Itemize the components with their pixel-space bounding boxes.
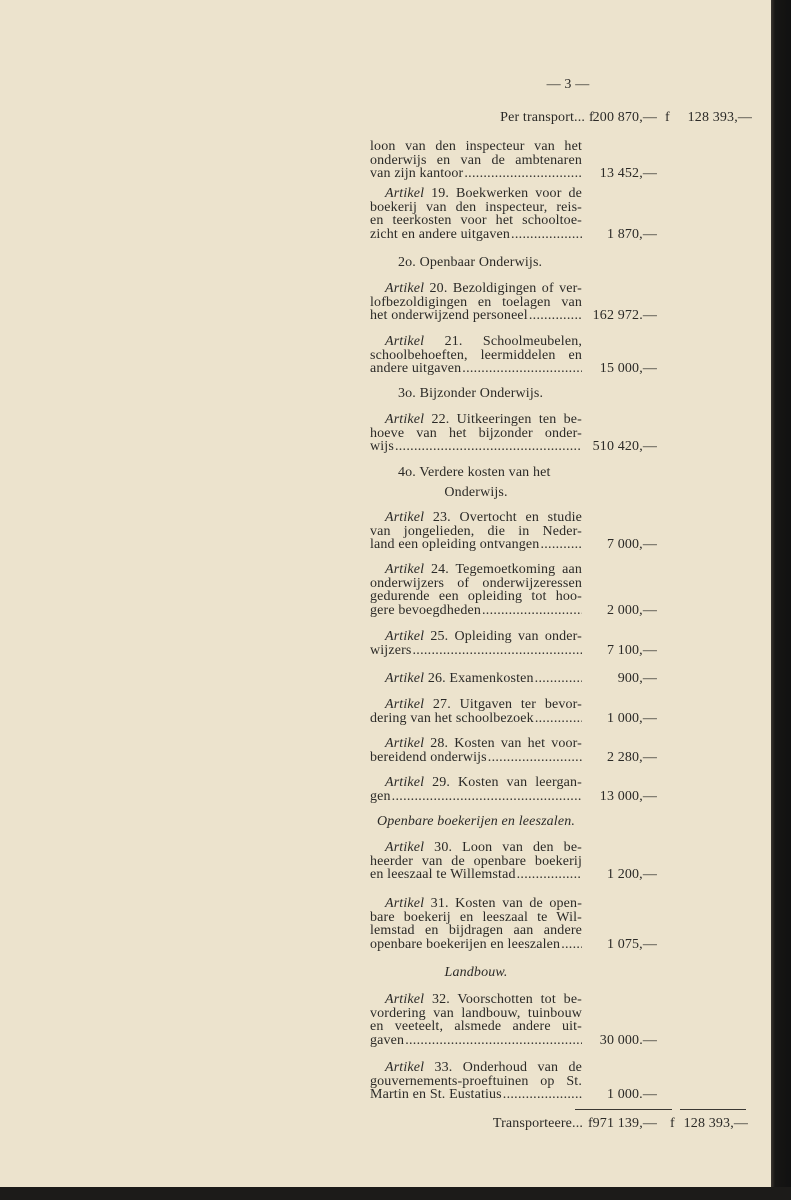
entry-line bbox=[370, 897, 582, 911]
entry-line-text bbox=[385, 775, 582, 790]
dot-leader bbox=[412, 644, 582, 658]
line-text: 27. Uitgaven ter bevor- bbox=[432, 697, 582, 712]
entry-line-text bbox=[370, 751, 487, 765]
entry-line bbox=[370, 737, 582, 751]
currency-symbol: f bbox=[588, 1116, 593, 1131]
entry-line-text bbox=[370, 167, 463, 181]
line-text: 23. Overtocht en studie bbox=[432, 510, 582, 525]
entry-line bbox=[370, 603, 657, 619]
line-text: 19. Boekwerken voor de bbox=[431, 186, 582, 201]
line-text: wijs bbox=[370, 439, 394, 455]
line-text: gaven bbox=[370, 1033, 405, 1049]
line-text: 28. Kosten van het voor- bbox=[430, 736, 582, 751]
article-label: Artikel bbox=[385, 697, 425, 712]
entry-line-text bbox=[370, 790, 391, 804]
dot-leader bbox=[462, 362, 582, 376]
entry-line bbox=[370, 590, 582, 604]
amount: 1 870,— bbox=[606, 227, 657, 243]
entry-line-text bbox=[370, 426, 582, 441]
entry-line bbox=[370, 201, 582, 215]
amount: 13 000,— bbox=[599, 788, 657, 804]
article-label: Artikel bbox=[385, 992, 425, 1007]
line-text: zicht en andere uitgaven bbox=[370, 227, 511, 243]
entry-line bbox=[370, 776, 582, 790]
entry-line bbox=[370, 841, 582, 855]
article-label: Artikel bbox=[385, 1060, 425, 1075]
line-text: vordering van landbouw, tuinbouw bbox=[370, 1005, 582, 1021]
entry-line bbox=[370, 937, 657, 953]
entry-line-text bbox=[385, 672, 534, 686]
carry-over-row bbox=[0, 1117, 791, 1131]
entry-line-text bbox=[370, 440, 394, 454]
line-text: hoeve van het bijzonder onder- bbox=[370, 425, 582, 441]
entry-line bbox=[370, 427, 582, 441]
entry-line bbox=[370, 140, 582, 154]
entry-line bbox=[370, 642, 657, 658]
currency-symbol: f bbox=[589, 110, 594, 125]
budget-article bbox=[370, 775, 657, 804]
line-text: Martin en St. Eustatius bbox=[370, 1087, 502, 1103]
entry-line-text bbox=[370, 538, 539, 552]
entry-line bbox=[370, 1075, 582, 1089]
article-label: Artikel bbox=[385, 629, 425, 644]
line-text: van zijn kantoor bbox=[370, 166, 464, 182]
dot-leader bbox=[395, 440, 582, 454]
entry-line bbox=[370, 154, 582, 168]
carried-forward-amount-1: 200 870,— bbox=[592, 110, 657, 125]
line-text: gen bbox=[370, 788, 391, 804]
entry-line bbox=[370, 537, 657, 553]
amount: 15 000,— bbox=[599, 361, 657, 377]
total-rule-1 bbox=[575, 1109, 672, 1110]
entry-line bbox=[370, 630, 582, 644]
article-label: Artikel bbox=[385, 671, 425, 686]
amount: 1 000,— bbox=[606, 710, 657, 726]
line-text: en leeszaal te Willemstad bbox=[370, 867, 516, 883]
budget-article bbox=[370, 736, 657, 765]
amount: 7 000,— bbox=[606, 537, 657, 553]
budget-article bbox=[370, 562, 657, 619]
line-text: 25. Opleiding van onder- bbox=[430, 629, 582, 644]
subsection-heading: Landbouw. bbox=[444, 965, 508, 980]
entry-line-text bbox=[370, 362, 461, 376]
entry-line bbox=[370, 282, 582, 296]
line-text: 22. Uitkeeringen ten be- bbox=[431, 412, 582, 427]
entry-line bbox=[370, 335, 582, 349]
budget-article bbox=[370, 840, 657, 883]
budget-article bbox=[370, 281, 657, 324]
line-text: 33. Onderhoud van de bbox=[434, 1060, 582, 1075]
entry-line bbox=[370, 227, 657, 243]
entry-line-text bbox=[385, 629, 582, 644]
line-text: land een opleiding ontvangen bbox=[370, 537, 540, 553]
section-heading: 3o. Bijzonder Onderwijs. bbox=[398, 386, 544, 401]
line-text: 32. Voorschotten tot be- bbox=[431, 992, 582, 1007]
section-heading: 2o. Openbaar Onderwijs. bbox=[398, 255, 543, 270]
amount: 900,— bbox=[617, 671, 657, 686]
entry-line bbox=[370, 867, 657, 883]
dot-leader bbox=[561, 938, 582, 952]
entry-line-text bbox=[370, 1034, 404, 1048]
entry-line bbox=[370, 749, 657, 765]
line-text: heerder van de openbare boekerij bbox=[370, 853, 582, 869]
dot-leader bbox=[535, 672, 582, 686]
entry-line-text bbox=[370, 1088, 502, 1102]
article-label: Artikel bbox=[385, 775, 425, 790]
line-text: schoolbehoeften, leermiddelen en bbox=[370, 347, 582, 363]
carry-over-amount-1: 971 139,— bbox=[592, 1116, 657, 1131]
amount: 1 200,— bbox=[606, 867, 657, 883]
line-text: 29. Kosten van leergan- bbox=[432, 775, 582, 790]
subsection-heading: Openbare boekerijen en leeszalen. bbox=[376, 814, 576, 829]
line-text: loon van den inspecteur van het bbox=[370, 139, 582, 154]
line-text: openbare boekerijen en leeszalen bbox=[370, 937, 561, 953]
amount: 13 452,— bbox=[599, 166, 657, 182]
budget-article bbox=[370, 992, 657, 1049]
entry-line bbox=[370, 1020, 582, 1034]
article-label: Artikel bbox=[385, 562, 425, 577]
entry-line-text bbox=[370, 712, 534, 726]
entry-line bbox=[370, 296, 582, 310]
entry-line-text bbox=[370, 228, 510, 242]
entry-line bbox=[370, 577, 582, 591]
line-text: 24. Tegemoetkoming aan bbox=[430, 562, 582, 577]
amount: 2 000,— bbox=[606, 603, 657, 619]
scan-edge-right bbox=[771, 0, 791, 1200]
entry-line bbox=[370, 671, 657, 686]
dot-leader bbox=[511, 228, 582, 242]
budget-article bbox=[370, 1060, 657, 1103]
line-text: bereidend onderwijs bbox=[370, 749, 487, 765]
entry-line bbox=[370, 1007, 582, 1021]
budget-article bbox=[370, 896, 657, 953]
entry-line bbox=[370, 855, 582, 869]
currency-symbol: f bbox=[665, 110, 670, 125]
carried-forward-label: Per transport... bbox=[500, 110, 585, 125]
budget-article bbox=[370, 334, 657, 377]
line-text: wijzers bbox=[370, 642, 412, 658]
entry-line bbox=[370, 361, 657, 377]
line-text: 21. Schoolmeubelen, bbox=[444, 334, 582, 349]
amount: 1 000.— bbox=[606, 1087, 657, 1103]
section-heading-continued: Onderwijs. bbox=[444, 485, 508, 500]
amount: 7 100,— bbox=[606, 642, 657, 658]
amount: 162 972.— bbox=[592, 308, 657, 324]
budget-article bbox=[370, 510, 657, 553]
entry-line bbox=[370, 1061, 582, 1075]
dot-leader bbox=[503, 1088, 582, 1102]
line-text: gouvernements-proeftuinen op St. bbox=[370, 1073, 582, 1089]
carried-forward-amount-2: 128 393,— bbox=[687, 110, 752, 125]
line-text: 26. Examenkosten bbox=[427, 671, 534, 686]
carry-over-amount-2: 128 393,— bbox=[683, 1116, 748, 1131]
line-text: dering van het schoolbezoek bbox=[370, 710, 534, 726]
line-text: 30. Loon van den be- bbox=[434, 840, 582, 855]
article-label: Artikel bbox=[385, 736, 425, 751]
entry-line bbox=[370, 511, 582, 525]
line-text: onderwijs en van de ambtenaren bbox=[370, 152, 582, 168]
line-text: boekerij van den inspecteur, reis- bbox=[370, 199, 582, 215]
line-text: lemstad en bijdragen aan andere bbox=[370, 923, 582, 939]
line-text: gere bevoegdheden bbox=[370, 603, 481, 619]
line-text: 31. Kosten van de open- bbox=[430, 896, 583, 911]
section-heading: 4o. Verdere kosten van het bbox=[398, 465, 551, 480]
line-text: van jongelieden, die in Neder- bbox=[370, 523, 582, 539]
article-label: Artikel bbox=[385, 840, 425, 855]
entry-line bbox=[370, 349, 582, 363]
entry-line bbox=[370, 698, 582, 712]
entry-line-text bbox=[370, 604, 481, 618]
entry-line bbox=[370, 924, 582, 938]
entry-line bbox=[370, 563, 582, 577]
entry-line bbox=[370, 187, 582, 201]
entry-line-text bbox=[370, 938, 560, 952]
dot-leader bbox=[392, 790, 582, 804]
line-text: andere uitgaven bbox=[370, 361, 462, 377]
budget-article bbox=[370, 186, 657, 243]
article-label: Artikel bbox=[385, 281, 425, 296]
dot-leader bbox=[488, 751, 582, 765]
dot-leader bbox=[405, 1034, 582, 1048]
budget-article bbox=[370, 629, 657, 658]
amount: 510 420,— bbox=[592, 439, 657, 455]
entry-line bbox=[370, 439, 657, 455]
line-text: 20. Bezoldigingen of ver- bbox=[429, 281, 582, 296]
entry-line-text bbox=[370, 868, 516, 882]
article-label: Artikel bbox=[385, 186, 425, 201]
entry-line bbox=[370, 1033, 657, 1049]
budget-entry-continued bbox=[370, 139, 657, 182]
entry-line bbox=[370, 788, 657, 804]
entry-line bbox=[370, 214, 582, 228]
dot-leader bbox=[535, 712, 582, 726]
amount: 2 280,— bbox=[606, 749, 657, 765]
dot-leader bbox=[529, 309, 582, 323]
article-label: Artikel bbox=[385, 510, 425, 525]
carry-over-label: Transporteere... bbox=[492, 1116, 583, 1131]
line-text: bare boekerij en leeszaal te Wil- bbox=[370, 909, 582, 925]
dot-leader bbox=[464, 167, 582, 181]
entry-line bbox=[370, 166, 657, 182]
line-text: lofbezoldigingen en toelagen van bbox=[370, 294, 582, 310]
entry-line bbox=[370, 710, 657, 726]
article-label: Artikel bbox=[385, 334, 425, 349]
line-text: het onderwijzend personeel bbox=[370, 308, 528, 324]
entry-line bbox=[370, 1087, 657, 1103]
entry-line-text bbox=[370, 309, 528, 323]
budget-article bbox=[370, 671, 657, 686]
currency-symbol: f bbox=[670, 1116, 675, 1131]
budget-article bbox=[370, 412, 657, 455]
dot-leader bbox=[517, 868, 582, 882]
line-text: en veeteelt, alsmede andere uit- bbox=[370, 1019, 582, 1035]
entry-line bbox=[370, 993, 582, 1007]
entry-line bbox=[370, 911, 582, 925]
entry-line bbox=[370, 308, 657, 324]
amount: 1 075,— bbox=[606, 937, 657, 953]
dot-leader bbox=[482, 604, 582, 618]
line-text: gedurende een opleiding tot hoo- bbox=[370, 589, 582, 605]
entry-line bbox=[370, 525, 582, 539]
page-number: — 3 — bbox=[546, 77, 590, 92]
budget-article bbox=[370, 697, 657, 726]
total-rule-2 bbox=[680, 1109, 746, 1110]
article-label: Artikel bbox=[385, 412, 425, 427]
article-label: Artikel bbox=[385, 896, 425, 911]
amount: 30 000.— bbox=[599, 1033, 657, 1049]
entry-line-text bbox=[370, 644, 411, 658]
entry-line bbox=[370, 413, 582, 427]
dot-leader bbox=[540, 538, 582, 552]
line-text: onderwijzers of onderwijzeressen bbox=[370, 575, 582, 591]
line-text: en teerkosten voor het schooltoe- bbox=[370, 213, 582, 229]
